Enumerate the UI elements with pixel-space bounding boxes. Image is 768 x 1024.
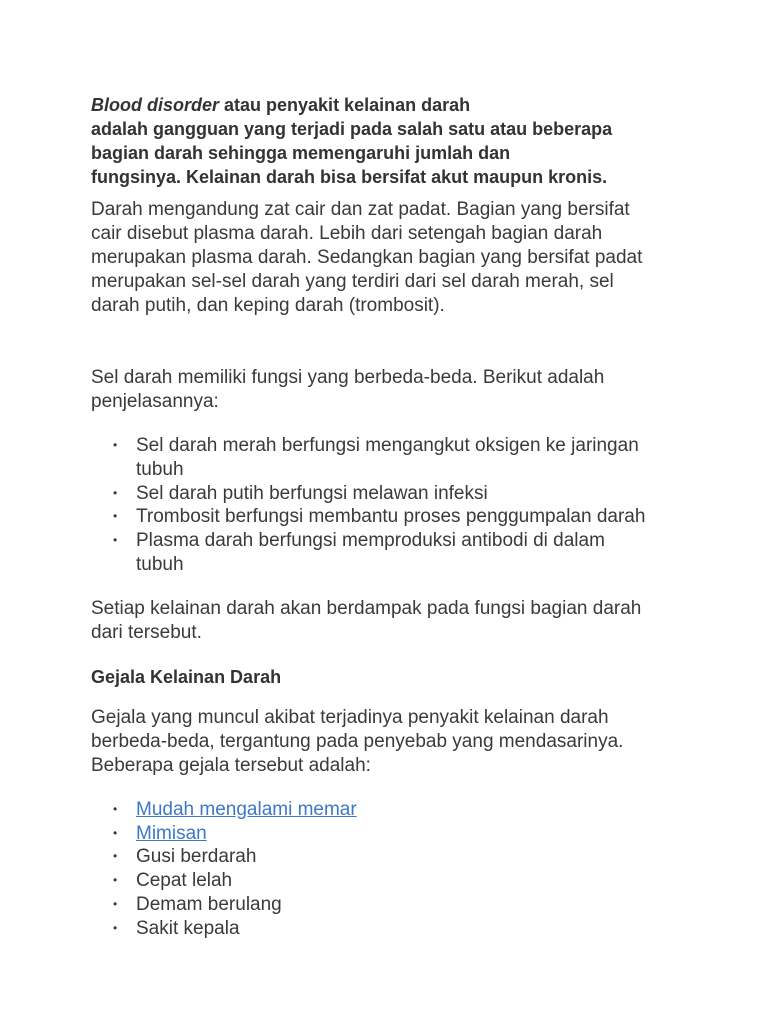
intro-line-1-rest: atau penyakit kelainan darah	[219, 95, 471, 115]
cell-function-intro-paragraph	[91, 366, 691, 414]
paragraph-line: Gejala yang muncul akibat terjadinya penyakit kelainan darah	[91, 706, 609, 728]
bullet-icon: •	[113, 801, 118, 816]
list-item-text: tubuh	[136, 553, 184, 575]
list-item	[91, 505, 691, 529]
list-item-text: Sakit kepala	[136, 917, 240, 939]
list-item-text: Sel darah putih berfungsi melawan infeksi	[136, 482, 488, 504]
bullet-icon: •	[113, 485, 118, 500]
paragraph-line: dari tersebut.	[91, 621, 202, 643]
bullet-icon: •	[113, 896, 118, 911]
paragraph-line: merupakan plasma darah. Sedangkan bagian yang bersifat padat	[91, 247, 643, 268]
bullet-icon: •	[113, 849, 118, 864]
bullet-icon: •	[113, 825, 118, 840]
symptoms-intro-paragraph	[91, 706, 691, 778]
symptoms-list	[91, 798, 691, 941]
article-body	[91, 93, 691, 941]
bullet-icon: •	[113, 509, 118, 524]
paragraph-line: darah putih, dan keping darah (trombosit).	[91, 295, 445, 316]
list-item	[91, 434, 691, 482]
intro-line-1	[91, 93, 691, 117]
paragraph-line: merupakan sel-sel darah yang terdiri dari sel darah merah, sel	[91, 271, 614, 292]
symptom-link-nosebleed[interactable]: Mimisan	[136, 822, 207, 844]
list-item	[91, 482, 691, 506]
bullet-icon: •	[113, 920, 118, 935]
intro-term: Blood disorder	[91, 95, 220, 115]
paragraph-line: penjelasannya:	[91, 391, 219, 412]
blood-composition-paragraph	[91, 198, 691, 318]
list-item	[91, 917, 691, 941]
paragraph-line: Darah mengandung zat cair dan zat padat. Bagian yang bersifat	[91, 199, 630, 220]
list-item	[91, 845, 691, 869]
cell-function-list	[91, 434, 691, 577]
list-item-text: Sel darah merah berfungsi mengangkut oksigen ke jaringan	[136, 435, 639, 456]
list-item-text: Demam berulang	[136, 893, 282, 915]
bullet-icon: •	[113, 438, 118, 452]
intro-paragraph	[91, 93, 691, 189]
list-item	[91, 529, 691, 577]
bullet-icon: •	[113, 533, 118, 548]
list-item-text: Gusi berdarah	[136, 846, 257, 868]
intro-line-4: fungsinya. Kelainan darah bisa bersifat akut maupun kronis.	[91, 167, 608, 187]
list-item	[91, 893, 691, 917]
paragraph-line: cair disebut plasma darah. Lebih dari setengah bagian darah	[91, 223, 603, 244]
list-item-text: tubuh	[136, 458, 184, 480]
list-item-text: Plasma darah berfungsi memproduksi antibodi di dalam	[136, 530, 605, 552]
intro-line-2: adalah gangguan yang terjadi pada salah satu atau beberapa	[91, 119, 613, 139]
list-item	[91, 798, 691, 822]
list-item-text: Cepat lelah	[136, 870, 233, 892]
list-item-text: Trombosit berfungsi membantu proses penggumpalan darah	[136, 506, 646, 528]
paragraph-line: Beberapa gejala tersebut adalah:	[91, 754, 371, 776]
paragraph-line: berbeda-beda, tergantung pada penyebab yang mendasarinya.	[91, 730, 624, 752]
impact-paragraph	[91, 597, 691, 645]
list-item	[91, 822, 691, 846]
paragraph-line: Setiap kelainan darah akan berdampak pada fungsi bagian darah	[91, 597, 642, 619]
symptom-link-bruising[interactable]: Mudah mengalami memar	[136, 798, 357, 820]
list-item	[91, 869, 691, 893]
paragraph-line: Sel darah memiliki fungsi yang berbeda-beda. Berikut adalah	[91, 367, 605, 388]
intro-line-3: bagian darah sehingga memengaruhi jumlah dan	[91, 143, 511, 163]
bullet-icon: •	[113, 873, 118, 888]
symptoms-heading: Gejala Kelainan Darah	[91, 666, 282, 687]
